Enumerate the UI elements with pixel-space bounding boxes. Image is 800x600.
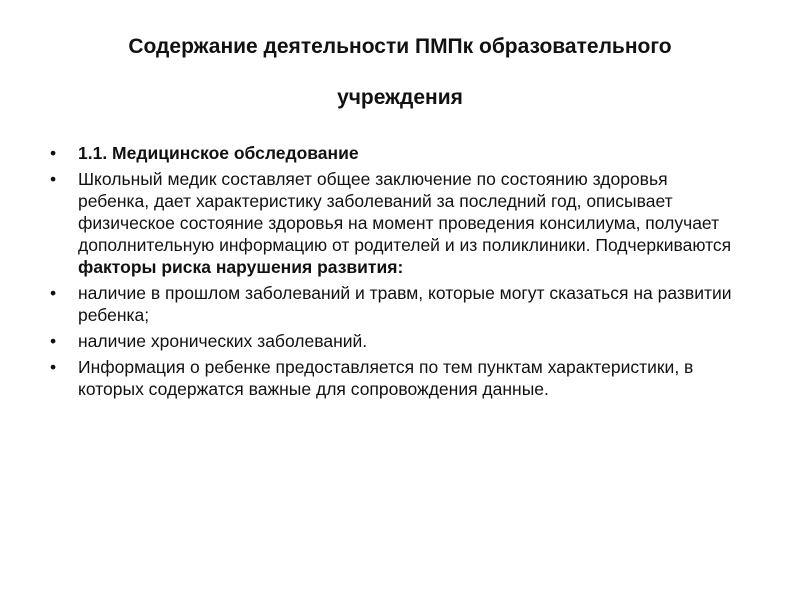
list-item-text: наличие в прошлом заболеваний и травм, которые могут сказаться на развитии ребенка;	[78, 283, 732, 325]
slide-title-line-2: учреждения	[337, 86, 463, 109]
list-item-medic-summary	[46, 168, 736, 278]
list-item-text: наличие хронических заболеваний.	[78, 331, 368, 351]
bullet-icon: •	[50, 169, 57, 189]
list-item-past-illness	[46, 282, 736, 326]
list-item-chronic-illness	[46, 330, 736, 352]
bullet-icon: •	[50, 143, 57, 163]
bullet-icon: •	[50, 357, 57, 377]
list-item-text-bold: факторы риска нарушения развития:	[78, 257, 404, 277]
bullet-icon: •	[50, 331, 57, 351]
list-item-info-provided	[46, 356, 736, 400]
bullet-list	[46, 142, 736, 404]
list-item-text: Информация о ребенке предоставляется по тем пунктам характеристики, в которых содержатся важные для сопровождения данные.	[78, 357, 694, 399]
list-item-text	[78, 169, 731, 277]
list-item-medical-exam	[46, 142, 736, 164]
bullet-icon: •	[50, 283, 57, 303]
list-item-text: 1.1. Медицинское обследование	[78, 143, 359, 163]
slide-title-line-1: Содержание деятельности ПМПк образовательного	[128, 35, 672, 58]
list-item-text-regular: Школьный медик составляет общее заключение по состоянию здоровья ребенка, дает характеристику заболеваний за последний год, описывает физическое состояние здоровья на момент проведения консилиума, получает дополнительную информацию от родителей и из поликлиники. Подчеркиваются	[78, 169, 732, 255]
